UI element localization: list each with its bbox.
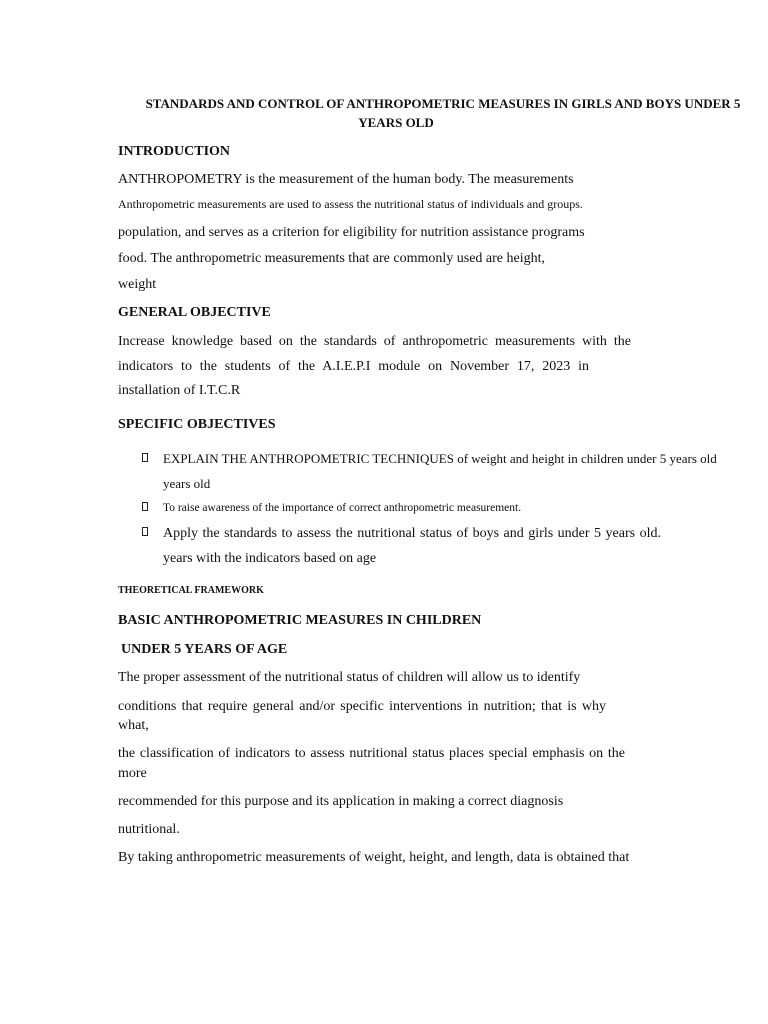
bullet-icon <box>142 501 150 511</box>
basic-measures-line: conditions that require general and/or specific interventions in nutrition; that is why <box>118 699 606 714</box>
bullet-icon <box>142 526 150 536</box>
basic-measures-line: recommended for this purpose and its application in making a correct diagnosis <box>118 794 564 809</box>
basic-measures-line: nutritional. <box>118 822 180 837</box>
introduction-line: ANTHROPOMETRY is the measurement of the human body. The measurements <box>118 172 574 187</box>
bullet-icon <box>142 452 150 462</box>
basic-measures-line: By taking anthropometric measurements of weight, height, and length, data is obtained that <box>118 850 630 865</box>
document-title-line-2: YEARS OLD <box>358 115 434 130</box>
basic-measures-heading-line-2: UNDER 5 YEARS OF AGE <box>121 642 288 657</box>
specific-objective-item: EXPLAIN THE ANTHROPOMETRIC TECHNIQUES of weight and height in children under 5 years old <box>163 451 717 466</box>
theoretical-framework-heading: THEORETICAL FRAMEWORK <box>118 585 264 596</box>
general-objective-line: installation of I.T.C.R <box>118 383 241 398</box>
specific-objective-item-continued: years with the indicators based on age <box>163 551 377 566</box>
general-objective-heading: GENERAL OBJECTIVE <box>118 305 271 320</box>
introduction-heading: INTRODUCTION <box>118 144 231 159</box>
general-objective-line: Increase knowledge based on the standards of anthropometric measurements with the <box>118 334 631 349</box>
basic-measures-line: The proper assessment of the nutritional status of children will allow us to identify <box>118 670 581 685</box>
introduction-line: population, and serves as a criterion for eligibility for nutrition assistance programs <box>118 225 585 240</box>
specific-objective-item: Apply the standards to assess the nutritional status of boys and girls under 5 years old. <box>163 526 661 541</box>
basic-measures-line: more <box>118 766 147 781</box>
specific-objectives-heading: SPECIFIC OBJECTIVES <box>118 417 276 432</box>
introduction-line: weight <box>118 277 157 292</box>
introduction-line: Anthropometric measurements are used to assess the nutritional status of individuals and groups. <box>118 197 583 211</box>
document-title-line-1: STANDARDS AND CONTROL OF ANTHROPOMETRIC MEASURES IN GIRLS AND BOYS UNDER 5 <box>145 96 741 111</box>
specific-objective-item: To raise awareness of the importance of correct anthropometric measurement. <box>163 502 522 514</box>
basic-measures-line: what, <box>118 718 149 733</box>
basic-measures-line: the classification of indicators to assess nutritional status places special emphasis on the <box>118 746 625 761</box>
specific-objective-item-continued: years old <box>163 476 211 491</box>
general-objective-line: indicators to the students of the A.I.E.P.I module on November 17, 2023 in <box>118 359 589 374</box>
basic-measures-heading-line-1: BASIC ANTHROPOMETRIC MEASURES IN CHILDREN <box>118 613 482 628</box>
introduction-line: food. The anthropometric measurements that are commonly used are height, <box>118 251 545 266</box>
